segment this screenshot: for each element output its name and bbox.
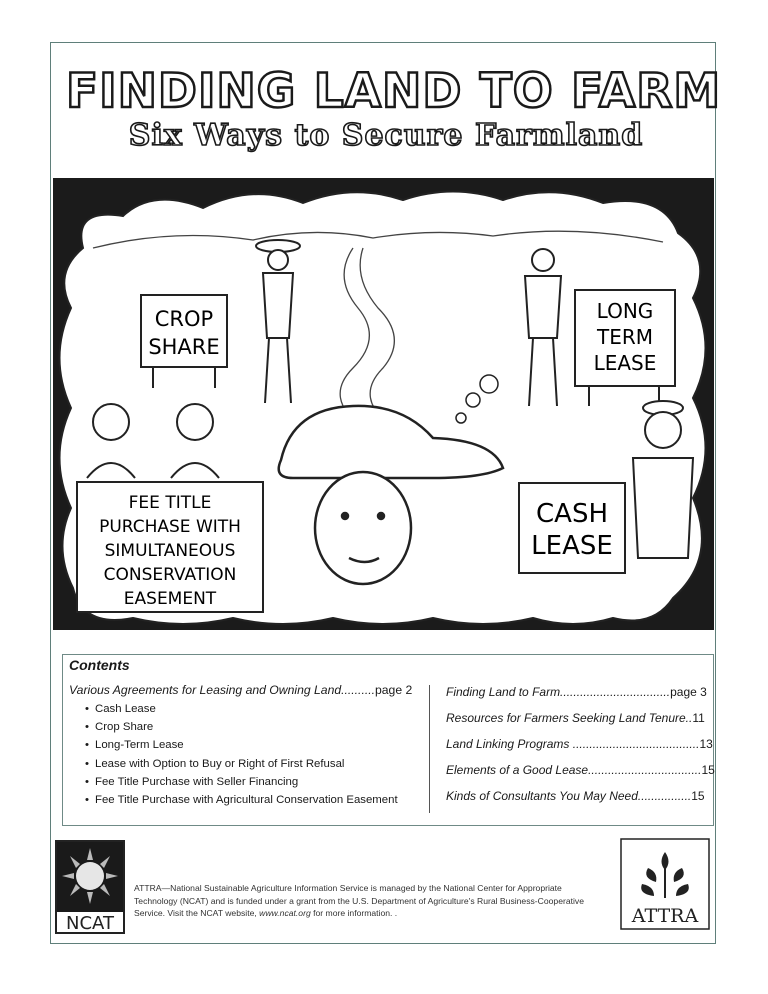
footer-disclaimer	[134, 882, 602, 920]
toc-main-entry[interactable]	[69, 683, 424, 697]
toc-entry-label: Kinds of Consultants You May Need................	[446, 789, 692, 803]
footer-text-b: for more information. .	[310, 908, 398, 919]
sign-long-2: TERM	[596, 325, 654, 349]
toc-entry-land-linking[interactable]	[446, 733, 713, 759]
sign-long-3: LEASE	[593, 351, 657, 375]
toc-entry-label: Land Linking Programs ......................................	[446, 737, 700, 751]
toc-sub-item-seller-financing[interactable]: • Fee Title Purchase with Seller Financing	[85, 773, 424, 791]
contents-divider	[429, 685, 430, 813]
contents-heading: Contents	[69, 657, 130, 673]
contents-left-column	[69, 683, 424, 809]
toc-entry-page: 13	[699, 737, 713, 751]
toc-main-label: Various Agreements for Leasing and Owning Land..........	[69, 683, 375, 697]
sign-cash-1: CASH	[536, 499, 608, 529]
contents-right-column	[446, 681, 715, 811]
toc-sub-item-lease-option[interactable]: • Lease with Option to Buy or Right of First Refusal	[85, 755, 424, 773]
toc-entry-label: Elements of a Good Lease..................................	[446, 763, 702, 777]
fee-title-sign	[77, 482, 263, 612]
toc-entry-page: 15	[691, 789, 705, 803]
toc-entry-consultants[interactable]	[446, 785, 708, 811]
sign-crop-2: SHARE	[148, 335, 220, 359]
toc-entry-page: 15	[701, 763, 715, 777]
toc-sub-item-crop-share[interactable]: • Crop Share	[85, 718, 424, 736]
sign-crop-1: CROP	[154, 307, 214, 331]
page-title: FINDING LAND TO FARM	[66, 64, 722, 119]
page-subtitle: Six Ways to Secure Farmland	[128, 118, 644, 153]
sign-long-1: LONG	[596, 299, 654, 323]
toc-entry-resources[interactable]	[446, 707, 708, 733]
toc-entry-good-lease[interactable]	[446, 759, 715, 785]
ncat-logo-text: NCAT	[66, 913, 114, 934]
toc-main-page: page 2	[375, 683, 413, 697]
footer-ncat-link[interactable]: www.ncat.org	[259, 908, 311, 919]
toc-sub-item-conservation-easement[interactable]: • Fee Title Purchase with Agricultural Conservation Easement	[85, 791, 424, 809]
sign-fee-3: SIMULTANEOUS	[104, 541, 236, 561]
contents-box	[62, 654, 714, 826]
cartoon-illustration	[53, 178, 714, 630]
ncat-logo	[55, 840, 125, 934]
sun-icon	[62, 848, 118, 904]
toc-entry-page: page 3	[670, 685, 707, 699]
toc-sub-item-long-term-lease[interactable]: • Long-Term Lease	[85, 736, 424, 754]
toc-sub-list	[69, 700, 424, 809]
toc-entry-label: Resources for Farmers Seeking Land Tenure..	[446, 711, 693, 725]
toc-entry-page: 11	[692, 711, 705, 725]
sign-fee-5: EASEMENT	[123, 589, 217, 609]
sign-fee-4: CONSERVATION	[103, 565, 237, 585]
sign-cash-2: LEASE	[531, 531, 613, 561]
toc-entry-finding-land[interactable]	[446, 681, 708, 707]
toc-entry-label: Finding Land to Farm.................................	[446, 685, 671, 699]
attra-logo	[620, 838, 710, 930]
footer-text-a: ATTRA—National Sustainable Agriculture Information Service is managed by the National Center for Appropriate Technology (NCAT) and is funded under a grant from the U.S. Department of Agriculture's Rural Business-Cooperative Service. Visit the NCAT website,	[134, 883, 585, 919]
cash-lease-sign	[519, 483, 625, 573]
attra-logo-text: ATTRA	[631, 905, 699, 927]
sign-fee-2: PURCHASE WITH	[99, 517, 241, 537]
toc-sub-item-cash-lease[interactable]: • Cash Lease	[85, 700, 424, 718]
sign-fee-1: FEE TITLE	[128, 493, 212, 513]
